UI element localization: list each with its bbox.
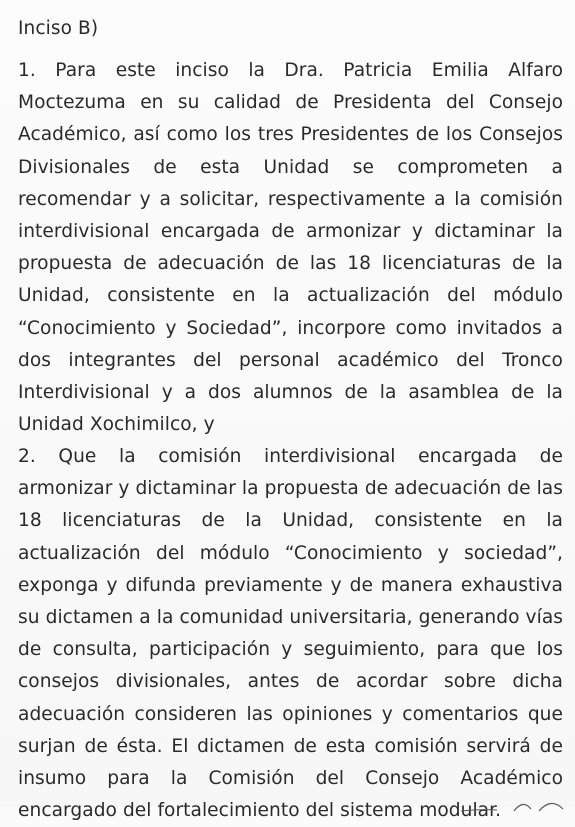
paragraph-2: 2. Que la comisión interdivisional encargada de armonizar y dictaminar la propuesta de adecuación de las 18 licenciaturas de la Unidad, consistente en la actualización del módulo “Conocimiento y sociedad”, exponga y difunda previamente y de manera exhaustiva su dictamen a la comunidad universitaria, generando vías de consulta, participación y seguimiento, para que los consejos divisionales, antes de acordar sobre dicha adecuación consideren las opiniones y comentarios que surjan de ésta. El dictamen de esta comisión servirá de insumo para la Comisión del Consejo Académico encargado del fortalecimiento del sistema modular. xyxy=(18,446,563,822)
paragraph-1: 1. Para este inciso la Dra. Patricia Emilia Alfaro Moctezuma en su calidad de Presidenta del Consejo Académico, así como los tres Presidentes de los Consejos Divisionales de esta Unidad se comprometen a recomendar y a solicitar, respectivamente a la comisión interdivisional encargada de armonizar y dictaminar la propuesta de adecuación de las 18 licenciaturas de la Unidad, consistente en la actualización del módulo “Conocimiento y Sociedad”, incorpore como invitados a dos integrantes del personal académico del Tronco Interdivisional y a dos alumnos de la asamblea de la Unidad Xochimilco, y xyxy=(18,60,563,436)
section-heading: Inciso B) xyxy=(18,18,99,39)
signature-marks xyxy=(459,797,569,813)
